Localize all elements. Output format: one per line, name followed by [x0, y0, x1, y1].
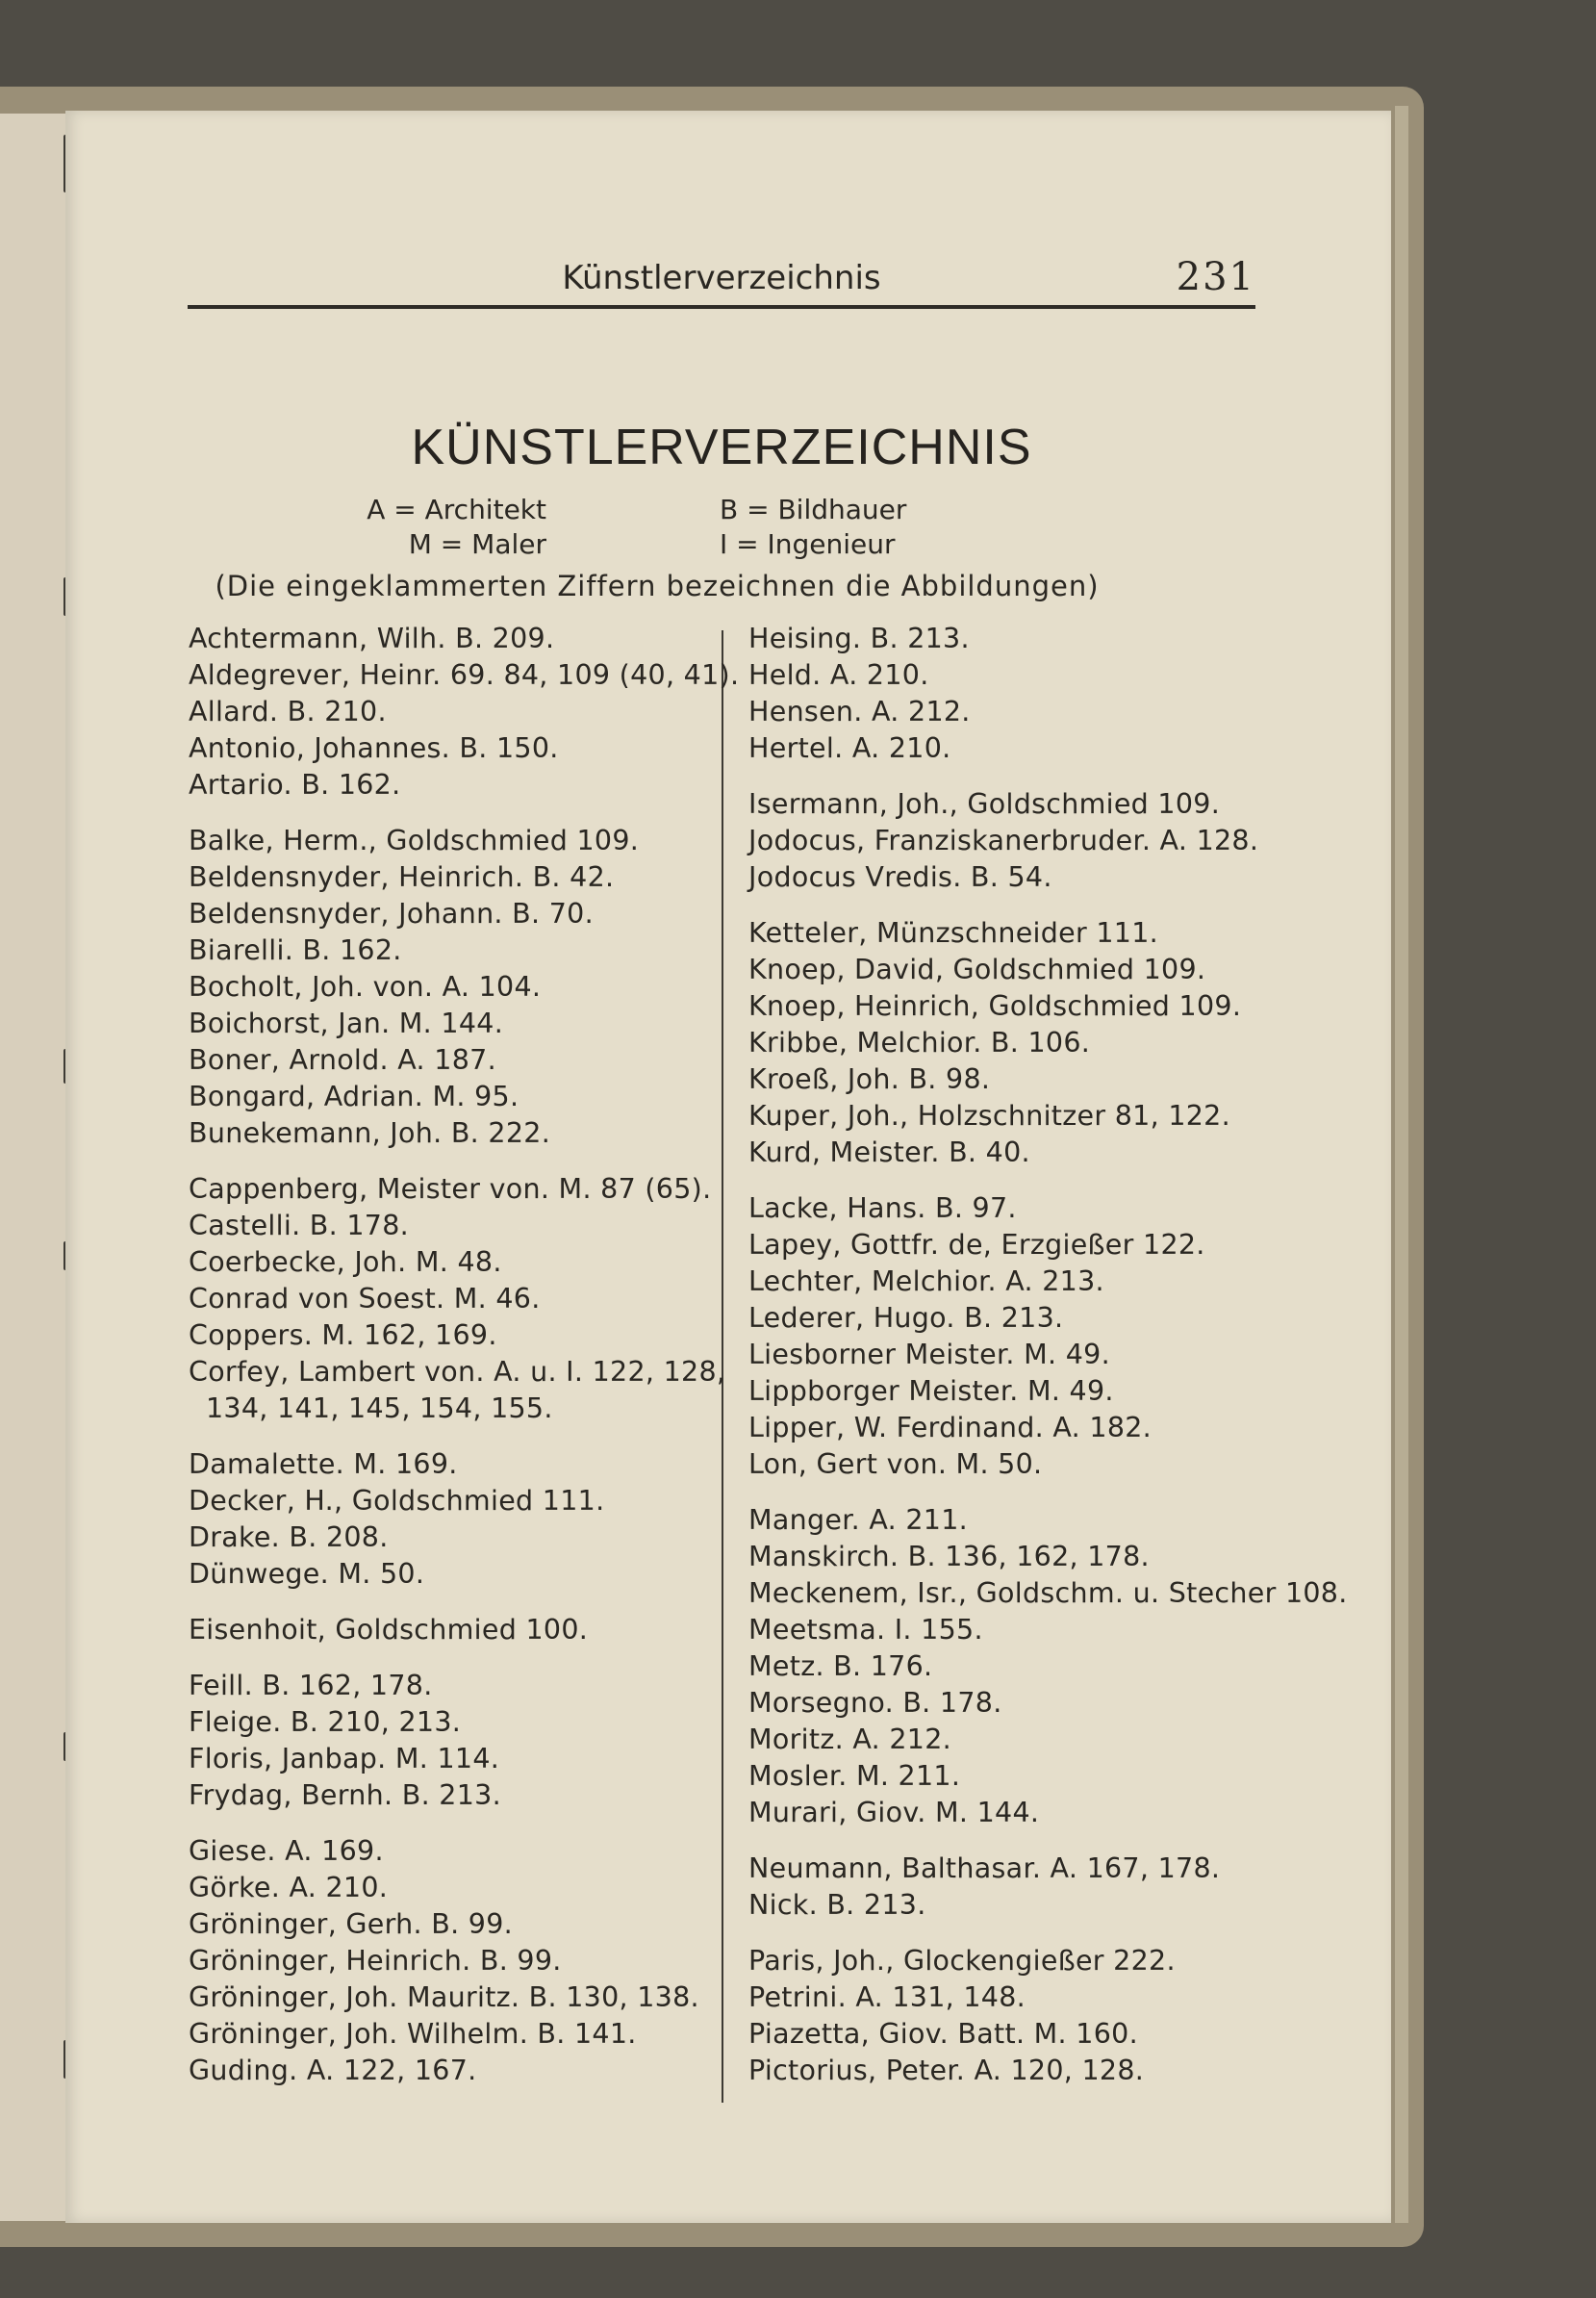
index-letter-group	[748, 1943, 1441, 2089]
index-entry: Bunekemann, Joh. B. 222.	[189, 1117, 551, 1149]
index-entry: Moritz. A. 212.	[748, 1724, 951, 1755]
index-letter-group	[748, 786, 1441, 896]
index-entry: Gröninger, Joh. Wilhelm. B. 141.	[189, 2018, 637, 2050]
index-entry: Castelli. B. 178.	[189, 1210, 410, 1241]
index-entry: Coppers. M. 162, 169.	[189, 1319, 497, 1351]
index-entry: Held. A. 210.	[748, 659, 929, 691]
running-title: Künstlerverzeichnis	[562, 259, 881, 297]
index-entry: Paris, Joh., Glockengießer 222.	[748, 1945, 1176, 1977]
index-entry: Beldensnyder, Johann. B. 70.	[189, 898, 594, 930]
index-entry: Neumann, Balthasar. A. 167, 178.	[748, 1852, 1221, 1884]
index-entry: Dünwege. M. 50.	[189, 1558, 425, 1590]
index-entry: Corfey, Lambert von. A. u. I. 122, 128,	[189, 1356, 726, 1388]
index-entry: Boichorst, Jan. M. 144.	[189, 1008, 504, 1039]
index-entry: Knoep, David, Goldschmied 109.	[748, 954, 1206, 985]
book-page	[65, 111, 1391, 2223]
index-letter-group	[189, 621, 766, 804]
index-entry: Hertel. A. 210.	[748, 732, 951, 764]
index-entry: Fleige. B. 210, 213.	[189, 1706, 462, 1738]
index-entry: Biarelli. B. 162.	[189, 934, 402, 966]
index-entry: Metz. B. 176.	[748, 1650, 933, 1682]
index-entry: Frydag, Bernh. B. 213.	[189, 1779, 501, 1811]
index-entry: Nick. B. 213.	[748, 1889, 926, 1921]
index-entry: Lon, Gert von. M. 50.	[748, 1448, 1043, 1480]
index-letter-group	[189, 1833, 766, 2089]
index-entry: Piazetta, Giov. Batt. M. 160.	[748, 2018, 1138, 2050]
header-rule	[188, 305, 1255, 309]
index-entry: Decker, H., Goldschmied 111.	[189, 1485, 605, 1517]
index-entry: Kroeß, Joh. B. 98.	[748, 1063, 991, 1095]
index-entry: Eisenhoit, Goldschmied 100.	[189, 1614, 589, 1646]
index-entry: Isermann, Joh., Goldschmied 109.	[748, 788, 1221, 820]
index-entry: Jodocus Vredis. B. 54.	[748, 861, 1052, 893]
index-entry: Morsegno. B. 178.	[748, 1687, 1002, 1719]
index-entry: Petrini. A. 131, 148.	[748, 1981, 1026, 2013]
index-entry: Lederer, Hugo. B. 213.	[748, 1302, 1064, 1334]
index-entry: Balke, Herm., Goldschmied 109.	[189, 825, 640, 856]
index-entry: Lechter, Melchior. A. 213.	[748, 1265, 1104, 1297]
index-letter-group	[748, 1851, 1441, 1924]
index-entry: Beldensnyder, Heinrich. B. 42.	[189, 861, 615, 893]
index-entry: Murari, Giov. M. 144.	[748, 1797, 1040, 1828]
index-entry: Gröninger, Joh. Mauritz. B. 130, 138.	[189, 1981, 699, 2013]
index-entry: Görke. A. 210.	[189, 1872, 389, 1903]
index-entry: Mosler. M. 211.	[748, 1760, 961, 1792]
index-entry: Antonio, Johannes. B. 150.	[189, 732, 559, 764]
index-letter-group	[189, 1171, 766, 1427]
index-entry: Kribbe, Melchior. B. 106.	[748, 1027, 1091, 1059]
index-entry: Guding. A. 122, 167.	[189, 2055, 477, 2086]
index-entry: Pictorius, Peter. A. 120, 128.	[748, 2055, 1145, 2086]
index-entry: Floris, Janbap. M. 114.	[189, 1743, 500, 1775]
index-entry: Meckenem, Isr., Goldschm. u. Stecher 108.	[748, 1577, 1348, 1609]
index-entry: Lapey, Gottfr. de, Erzgießer 122.	[748, 1229, 1205, 1261]
index-note: (Die eingeklammerten Ziffern bezeichnen die Abbildungen)	[215, 570, 1100, 602]
index-letter-group	[189, 823, 766, 1152]
index-entry: Achtermann, Wilh. B. 209.	[189, 623, 555, 654]
index-entry: Drake. B. 208.	[189, 1521, 389, 1553]
index-entry: Bongard, Adrian. M. 95.	[189, 1081, 519, 1112]
index-entry: Liesborner Meister. M. 49.	[748, 1339, 1110, 1370]
legend-architect: A = Architekt	[367, 494, 546, 525]
page-title: KÜNSTLERVERZEICHNIS	[411, 420, 1032, 475]
index-entry: Kuper, Joh., Holzschnitzer 81, 122.	[748, 1100, 1230, 1132]
index-entry: Manger. A. 211.	[748, 1504, 969, 1536]
index-letter-group	[748, 915, 1441, 1171]
index-entry: Damalette. M. 169.	[189, 1448, 458, 1480]
page-number: 231	[1176, 255, 1255, 299]
index-entry: Lippborger Meister. M. 49.	[748, 1375, 1114, 1407]
index-entry: Allard. B. 210.	[189, 696, 387, 728]
index-entry: Cappenberg, Meister von. M. 87 (65).	[189, 1173, 712, 1205]
index-entry: Boner, Arnold. A. 187.	[189, 1044, 496, 1076]
running-header	[188, 245, 1255, 313]
index-entry: Coerbecke, Joh. M. 48.	[189, 1246, 502, 1278]
index-letter-group	[748, 1502, 1441, 1831]
index-entry: Aldegrever, Heinr. 69. 84, 109 (40, 41).	[189, 659, 740, 691]
index-letter-group	[189, 1446, 766, 1593]
index-entry: Lipper, W. Ferdinand. A. 182.	[748, 1412, 1153, 1443]
index-entry: Feill. B. 162, 178.	[189, 1670, 433, 1701]
index-entry: Bocholt, Joh. von. A. 104.	[189, 971, 542, 1003]
index-entry: Gröninger, Heinrich. B. 99.	[189, 1945, 562, 1977]
index-entry: Ketteler, Münzschneider 111.	[748, 917, 1159, 949]
legend-painter: M = Maler	[408, 528, 546, 560]
index-entry: Giese. A. 169.	[189, 1835, 384, 1867]
index-entry: Knoep, Heinrich, Goldschmied 109.	[748, 990, 1242, 1022]
index-letter-group	[748, 621, 1441, 767]
index-entry: Lacke, Hans. B. 97.	[748, 1192, 1017, 1224]
index-entry: Heising. B. 213.	[748, 623, 970, 654]
index-entry: Manskirch. B. 136, 162, 178.	[748, 1541, 1150, 1572]
index-entry: Meetsma. I. 155.	[748, 1614, 983, 1646]
index-letter-group	[189, 1612, 766, 1648]
index-entry: 134, 141, 145, 154, 155.	[206, 1392, 553, 1424]
facing-page-edge	[0, 114, 69, 2221]
index-column-right	[748, 621, 1441, 2108]
index-entry: Artario. B. 162.	[189, 769, 401, 801]
legend-sculptor: B = Bildhauer	[720, 494, 907, 525]
index-column-left	[189, 621, 766, 2108]
index-entry: Conrad von Soest. M. 46.	[189, 1283, 541, 1315]
index-letter-group	[189, 1668, 766, 1814]
index-letter-group	[748, 1190, 1441, 1483]
index-entry: Hensen. A. 212.	[748, 696, 971, 728]
index-entry: Jodocus, Franziskanerbruder. A. 128.	[748, 825, 1259, 856]
index-entry: Gröninger, Gerh. B. 99.	[189, 1908, 514, 1940]
index-entry: Kurd, Meister. B. 40.	[748, 1136, 1030, 1168]
legend-engineer: I = Ingenieur	[720, 528, 896, 560]
